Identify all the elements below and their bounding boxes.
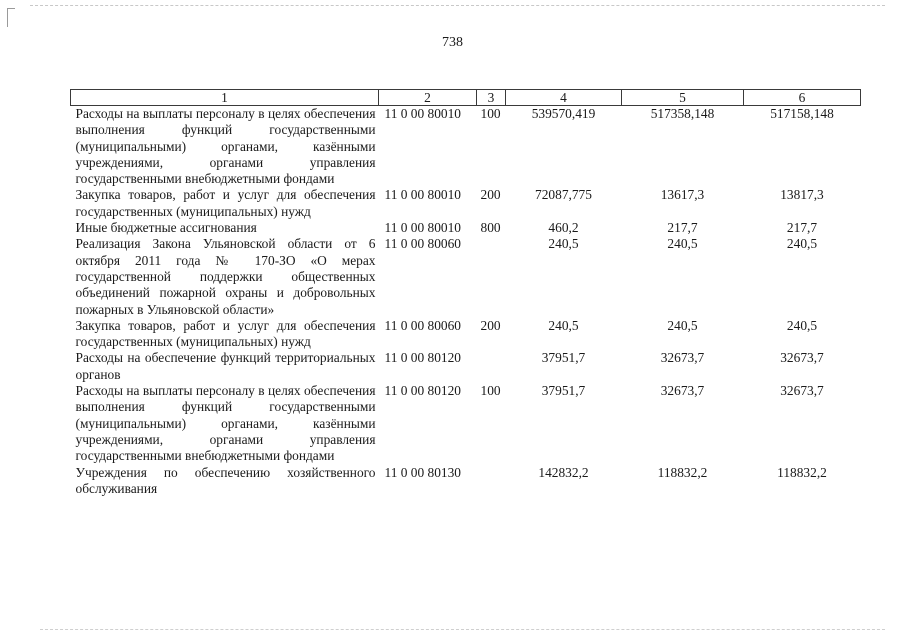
- amount-col-6: 32673,7: [780, 383, 824, 399]
- amount-col-5: 32673,7: [660, 350, 705, 366]
- amount-col-4: 37951,7: [541, 383, 586, 399]
- expense-description: Расходы на выплаты персоналу в целях обеспечения выполнения функций государственными (муниципальными) органами, казёнными учреждениями, органами управления государственными внебюджетными фондами: [75, 383, 376, 464]
- target-article-code: 11 0 00 80130: [384, 464, 461, 480]
- amount-col-5: 240,5: [667, 317, 698, 333]
- expense-description: Закупка товаров, работ и услуг для обеспечения государственных (муниципальных) нужд: [75, 317, 376, 350]
- expense-type-code: 800: [480, 220, 501, 236]
- column-header: 2: [379, 90, 477, 106]
- expense-type-code: [477, 350, 506, 383]
- scan-top-edge: [30, 5, 885, 6]
- amount-col-5: 13617,3: [660, 187, 705, 203]
- amount-col-5: 118832,2: [657, 464, 708, 480]
- column-header: 4: [506, 90, 622, 106]
- amount-col-6: 32673,7: [780, 350, 824, 366]
- amount-col-5: 517358,148: [650, 106, 715, 121]
- amount-col-4: 539570,419: [531, 106, 596, 121]
- amount-col-6: 118832,2: [777, 464, 827, 480]
- amount-col-5: 32673,7: [660, 383, 705, 399]
- table-row: [71, 220, 861, 236]
- column-header: 6: [744, 90, 861, 106]
- amount-col-6: 240,5: [786, 317, 818, 333]
- table-row: [71, 318, 861, 351]
- target-article-code: 11 0 00 80120: [384, 383, 461, 399]
- expense-type-code: [477, 236, 506, 317]
- target-article-code: 11 0 00 80010: [384, 187, 461, 203]
- amount-col-6: 517158,148: [770, 106, 834, 121]
- amount-col-4: 240,5: [548, 236, 579, 252]
- target-article-code: 11 0 00 80060: [384, 317, 461, 333]
- scan-corner-mark: [7, 8, 15, 27]
- expense-type-code: 100: [480, 106, 501, 121]
- expense-description: Иные бюджетные ассигнования: [75, 220, 257, 236]
- column-header: 1: [71, 90, 379, 106]
- amount-col-5: 240,5: [667, 236, 698, 252]
- expense-type-code: 100: [480, 383, 501, 399]
- expense-description: Закупка товаров, работ и услуг для обеспечения государственных (муниципальных) нужд: [75, 187, 376, 219]
- table-row: [71, 465, 861, 498]
- column-header: 5: [622, 90, 744, 106]
- table-row: [71, 236, 861, 317]
- table-row: [71, 383, 861, 464]
- amount-col-4: 142832,2: [538, 464, 589, 480]
- table-row: [71, 187, 861, 220]
- target-article-code: 11 0 00 80010: [384, 220, 461, 236]
- expense-description: Учреждения по обеспечению хозяйственного обслуживания: [75, 464, 376, 496]
- expense-type-code: 200: [480, 317, 501, 333]
- amount-col-4: 240,5: [548, 317, 579, 333]
- expense-description: Расходы на выплаты персоналу в целях обеспечения выполнения функций государственными (муниципальными) органами, казёнными учреждениями, органами управления государственными внебюджетными фондами: [75, 106, 376, 187]
- amount-col-4: 460,2: [548, 220, 579, 236]
- table-row: [71, 350, 861, 383]
- amount-col-6: 13817,3: [780, 187, 824, 203]
- amount-col-4: 37951,7: [541, 350, 586, 366]
- expense-type-code: [477, 465, 506, 498]
- amount-col-6: 217,7: [786, 220, 818, 236]
- amount-col-5: 217,7: [667, 220, 698, 236]
- amount-col-4: 72087,775: [535, 187, 592, 203]
- target-article-code: 11 0 00 80010: [384, 106, 461, 121]
- target-article-code: 11 0 00 80120: [384, 350, 461, 366]
- expense-type-code: 200: [480, 187, 501, 203]
- expense-description: Расходы на обеспечение функций территориальных органов: [75, 350, 376, 382]
- target-article-code: 11 0 00 80060: [384, 236, 461, 252]
- column-header: 3: [477, 90, 506, 106]
- table-header: [71, 90, 861, 106]
- table-row: [71, 106, 861, 188]
- amount-col-6: 240,5: [786, 236, 818, 252]
- header-row: [71, 90, 861, 106]
- page-number: 738: [442, 35, 463, 50]
- scan-bottom-edge: [40, 629, 885, 630]
- budget-table: [70, 89, 861, 497]
- expense-description: Реализация Закона Ульяновской области от 6 октября 2011 года № 170-ЗО «О мерах государственной поддержки общественных объединений пожарной охраны и добровольных пожарных в Ульяновской области»: [75, 236, 376, 317]
- table-body: [71, 106, 861, 498]
